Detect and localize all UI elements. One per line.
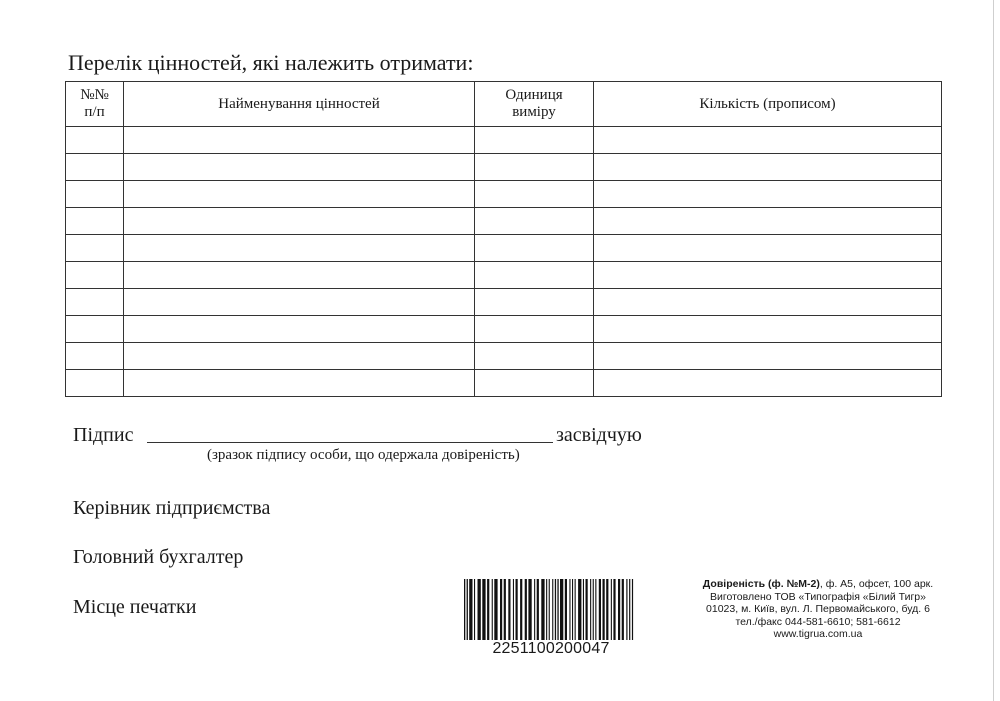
barcode-bar	[632, 579, 633, 640]
table-cell[interactable]	[594, 343, 942, 370]
barcode-bar	[578, 579, 581, 640]
col-header-unit-line2: виміру	[512, 104, 556, 120]
items-heading: Перелік цінностей, які належить отримати:	[68, 50, 474, 75]
barcode-bar	[492, 579, 493, 640]
table-cell[interactable]	[124, 289, 475, 316]
barcode-bar	[534, 579, 535, 640]
table-cell[interactable]	[66, 289, 124, 316]
imprint-line5: www.tigrua.com.ua	[773, 628, 863, 640]
table-cell[interactable]	[594, 127, 942, 154]
barcode-bar	[599, 579, 601, 640]
accountant-label: Головний бухгалтер	[73, 546, 244, 568]
table-row	[66, 154, 942, 181]
table-row	[66, 343, 942, 370]
col-header-number-line2: п/п	[84, 104, 105, 120]
table-cell[interactable]	[124, 316, 475, 343]
barcode-bar	[467, 579, 468, 640]
table-cell[interactable]	[66, 181, 124, 208]
signature-certify: засвідчую	[556, 424, 642, 446]
table-cell[interactable]	[594, 208, 942, 235]
barcode-bar	[549, 579, 550, 640]
barcode-bar	[611, 579, 612, 640]
table-cell[interactable]	[124, 235, 475, 262]
barcode-bar	[464, 579, 465, 640]
col-header-quantity: Кількість (прописом)	[594, 82, 942, 127]
barcode-bar	[629, 579, 630, 640]
table-cell[interactable]	[124, 343, 475, 370]
barcode-bar	[537, 579, 539, 640]
barcode-bar	[487, 579, 489, 640]
barcode-bar	[474, 579, 475, 640]
table-cell[interactable]	[594, 289, 942, 316]
barcode-number: 2251100200047	[492, 640, 610, 657]
barcode-bar	[520, 579, 522, 640]
imprint-title-rest: , ф. А5, офсет, 100 арк.	[819, 578, 934, 590]
barcode-bar	[569, 579, 570, 640]
table-row	[66, 289, 942, 316]
table-cell[interactable]	[66, 316, 124, 343]
barcode-bar	[528, 579, 531, 640]
barcode-bar	[622, 579, 624, 640]
barcode-bar	[513, 579, 514, 640]
table-cell[interactable]	[475, 154, 594, 181]
imprint-title: Довіреність (ф. №М-2)	[702, 578, 820, 590]
barcode-bar	[595, 579, 596, 640]
table-cell[interactable]	[594, 262, 942, 289]
barcode-bar	[508, 579, 510, 640]
table-cell[interactable]	[475, 316, 594, 343]
barcode-bar	[572, 579, 573, 640]
barcode-bar	[586, 579, 588, 640]
table-cell[interactable]	[475, 127, 594, 154]
barcode-bar	[482, 579, 485, 640]
table-row	[66, 127, 942, 154]
table-cell[interactable]	[475, 262, 594, 289]
barcode-bar	[565, 579, 567, 640]
imprint-line2: Виготовлено ТОВ «Типографія «Білий Тигр»	[710, 590, 926, 603]
barcode-bar	[593, 579, 594, 640]
barcode-bar	[583, 579, 584, 640]
barcode-bar	[613, 579, 615, 640]
table-cell[interactable]	[475, 181, 594, 208]
col-header-number-line1: №№	[80, 87, 109, 103]
col-header-unit	[475, 82, 594, 127]
barcode-bar	[478, 579, 481, 640]
table-cell[interactable]	[594, 316, 942, 343]
barcode-bar	[560, 579, 563, 640]
table-cell[interactable]	[594, 154, 942, 181]
table-cell[interactable]	[66, 262, 124, 289]
barcode-bar	[525, 579, 527, 640]
table-row	[66, 316, 942, 343]
col-header-number	[66, 82, 124, 127]
barcode-bar	[606, 579, 608, 640]
barcode-bar	[494, 579, 497, 640]
signature-label: Підпис	[73, 424, 134, 446]
table-cell[interactable]	[594, 181, 942, 208]
signature-hint: (зразок підпису особи, що одержала довіреність)	[207, 447, 520, 463]
table-cell[interactable]	[66, 370, 124, 397]
col-header-name: Найменування цінностей	[124, 82, 475, 127]
table-cell[interactable]	[475, 208, 594, 235]
table-cell[interactable]	[66, 235, 124, 262]
printer-imprint	[690, 578, 946, 641]
table-cell[interactable]	[66, 343, 124, 370]
barcode-bar	[555, 579, 556, 640]
barcode-bar	[541, 579, 544, 640]
table-cell[interactable]	[475, 235, 594, 262]
imprint-line3: 01023, м. Київ, вул. Л. Первомайського, буд. 6	[706, 603, 930, 615]
barcode-bar	[618, 579, 620, 640]
table-row	[66, 181, 942, 208]
signature-line[interactable]	[147, 442, 553, 443]
table-cell[interactable]	[124, 127, 475, 154]
imprint-line1	[690, 578, 946, 591]
page-edge-line	[993, 0, 994, 701]
table-header-row	[66, 82, 942, 127]
barcode-bar	[500, 579, 502, 640]
col-header-unit-line1: Одиниця	[505, 87, 563, 103]
barcode-bar	[603, 579, 605, 640]
barcode-bar	[557, 579, 558, 640]
barcode	[462, 579, 640, 640]
table-cell[interactable]	[124, 154, 475, 181]
table-cell[interactable]	[475, 343, 594, 370]
barcode-bar	[504, 579, 506, 640]
table-cell[interactable]	[124, 208, 475, 235]
table-cell[interactable]	[66, 127, 124, 154]
table-cell[interactable]	[475, 289, 594, 316]
table-row	[66, 262, 942, 289]
table-cell[interactable]	[475, 370, 594, 397]
table-cell[interactable]	[124, 181, 475, 208]
imprint-line4: тел./факс 044-581-6610; 581-6612	[735, 615, 901, 628]
table-cell[interactable]	[124, 262, 475, 289]
barcode-bar	[590, 579, 591, 640]
barcode-bar	[469, 579, 472, 640]
barcode-bar	[575, 579, 576, 640]
director-label: Керівник підприємства	[73, 497, 271, 519]
barcode-bar	[626, 579, 627, 640]
table-cell[interactable]	[124, 370, 475, 397]
table-cell[interactable]	[66, 208, 124, 235]
table-row	[66, 370, 942, 397]
table-row	[66, 208, 942, 235]
barcode-bar	[546, 579, 547, 640]
barcode-bar	[516, 579, 518, 640]
table-row	[66, 235, 942, 262]
table-cell[interactable]	[66, 154, 124, 181]
items-table	[65, 81, 942, 397]
table-cell[interactable]	[594, 235, 942, 262]
barcode-bar	[552, 579, 553, 640]
table-cell[interactable]	[594, 370, 942, 397]
stamp-place-label: Місце печатки	[73, 596, 197, 618]
